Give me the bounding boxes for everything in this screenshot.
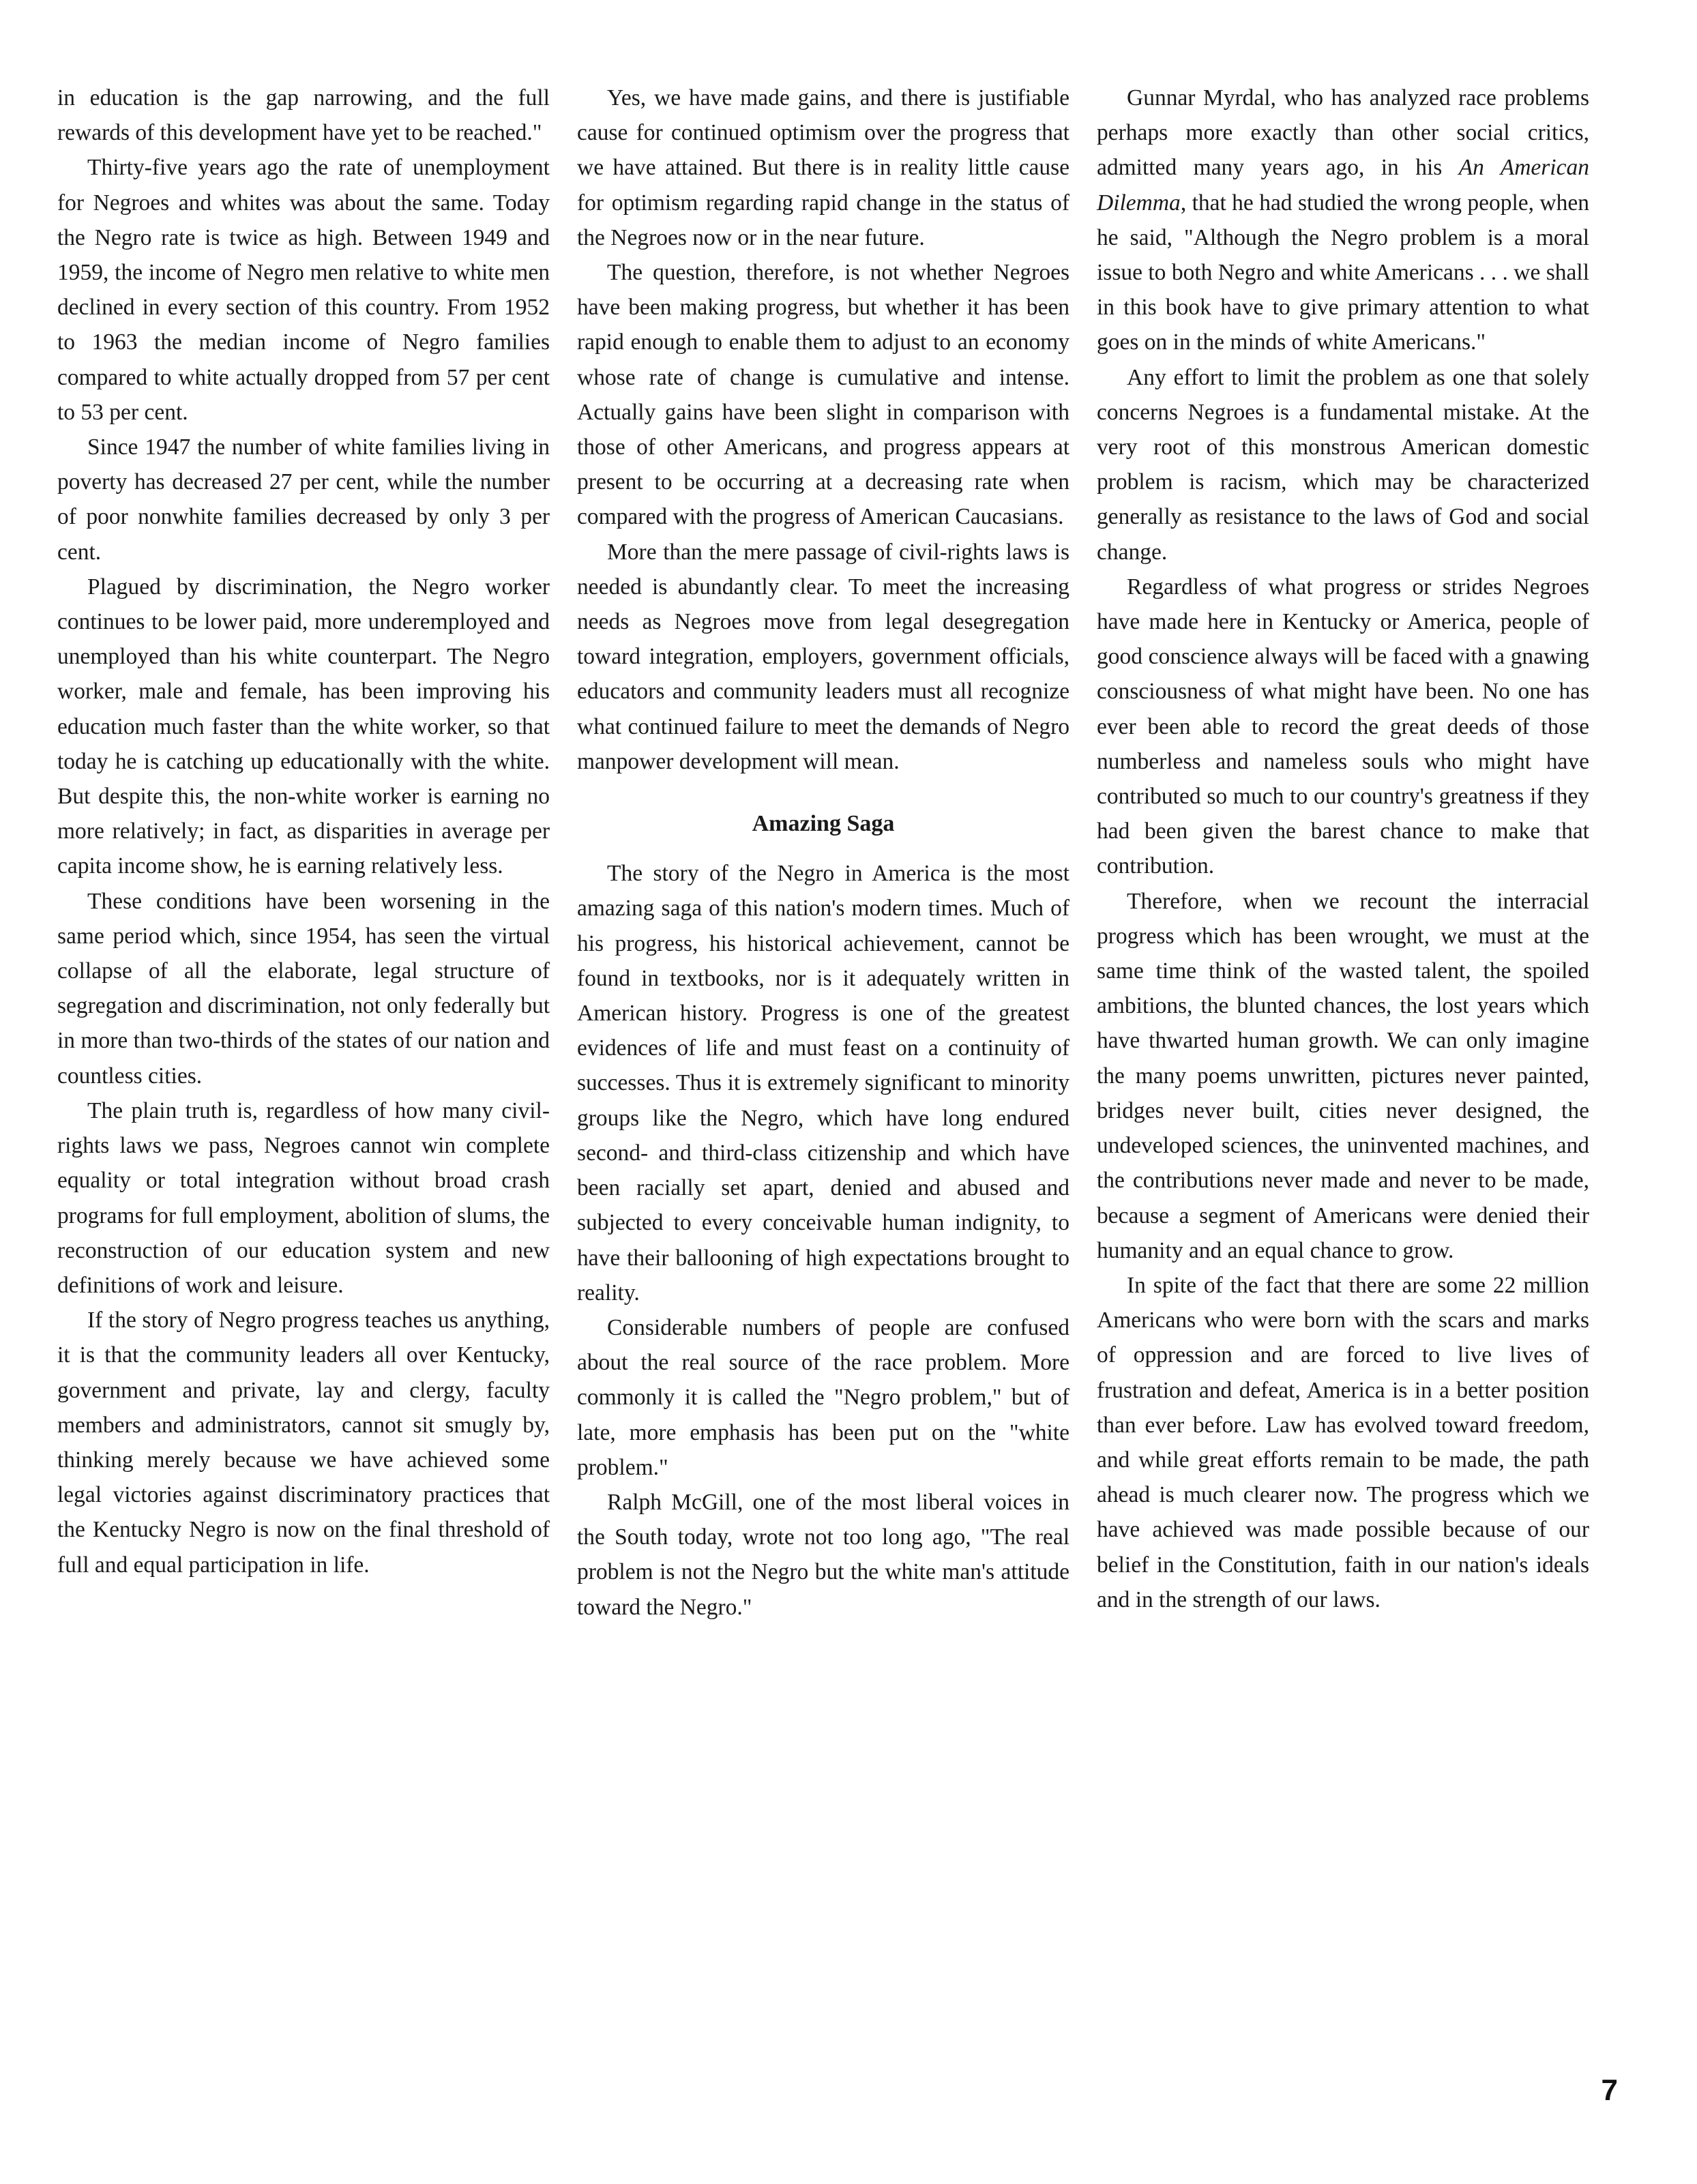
text-column-1 (57, 80, 550, 1582)
paragraph: Therefore, when we recount the interracial progress which has been wrought, we must at the same time think of the wasted talent, the spoiled ambitions, the blunted chances, the lost years which have thwarted human growth. We can only imagine the many poems unwritten, pictures never painted, bridges never built, cities never designed, the undeveloped sciences, the uninvented machines, and the contributions never made and never to be made, because a segment of Americans were denied their humanity and an equal chance to grow. (1097, 888, 1589, 1263)
paragraph: The plain truth is, regardless of how many civil-rights laws we pass, Negroes cannot win complete equality or total integration without broad crash programs for full employment, abolition of slums, the reconstruction of our education system and new definitions of work and leisure. (57, 1097, 550, 1298)
page-number: 7 (1601, 2074, 1618, 2107)
paragraph: These conditions have been worsening in the same period which, since 1954, has seen the virtual collapse of all the elaborate, legal structure of segregation and discrimination, not only federally but in more than two-thirds of the states of our nation and countless cities. (57, 888, 550, 1089)
paragraph: If the story of Negro progress teaches us anything, it is that the community leaders all over Kentucky, government and private, lay and clergy, faculty members and administrators, cannot sit smugly by, thinking merely because we have achieved some legal victories against discriminatory practices that the Kentucky Negro is now on the final threshold of full and equal participation in life. (57, 1308, 550, 1578)
text-column-3 (1097, 80, 1589, 1617)
book-title: An American Dilemma (1097, 155, 1589, 216)
text-column-2 (577, 80, 1069, 1625)
paragraph: More than the mere passage of civil-rights laws is needed is abundantly clear. To meet the increasing needs as Negroes move from legal desegregation toward integration, employers, government officials, educators and community leaders must all recognize what continued failure to meet the demands of Negro manpower development will mean. (577, 539, 1069, 774)
text-run: , that he had studied the wrong people, when he said, "Although the Negro problem is a moral issue to both Negro and white Americans . . . we shall in this book have to give primary attention to what goes on in the minds of white Americans." (1097, 190, 1589, 355)
paragraph: Thirty-five years ago the rate of unemployment for Negroes and whites was about the same. Today the Negro rate is twice as high. Between 1949 and 1959, the income of Negro men relative to white men declined in every section of this country. From 1952 to 1963 the median income of Negro families compared to white actually dropped from 57 per cent to 53 per cent. (57, 155, 550, 425)
paragraph: Ralph McGill, one of the most liberal voices in the South today, wrote not too long ago, "The real problem is not the Negro but the white man's attitude toward the Negro." (577, 1489, 1069, 1620)
paragraph: Plagued by discrimination, the Negro worker continues to be lower paid, more underemployed and unemployed than his white counterpart. The Negro worker, male and female, has been improving his education much faster than the white worker, so that today he is catching up educationally with the white. But despite this, the non-white worker is earning no more relatively; in fact, as disparities in average per capita income show, he is earning relatively less. (57, 574, 550, 879)
paragraph: Considerable numbers of people are confused about the real source of the race problem. More commonly it is called the "Negro problem," but of late, more emphasis has been put on the "white problem." (577, 1314, 1069, 1480)
text-run: Gunnar Myrdal, who has analyzed race problems perhaps more exactly than other social critics, admitted many years ago, in his (1097, 85, 1589, 181)
paragraph: in education is the gap narrowing, and the full rewards of this development have yet to be reached." (57, 85, 550, 146)
paragraph: Regardless of what progress or strides Negroes have made here in Kentucky or America, people of good conscience always will be faced with a gnawing consciousness of what might have been. No one has ever been able to record the great deeds of those numberless and nameless souls who might have contributed so much to our country's greatness if they had been given the barest chance to make that contribution. (1097, 574, 1589, 879)
section-subheading: Amazing Saga (752, 811, 895, 837)
paragraph-myrdal (1097, 80, 1589, 360)
paragraph: Since 1947 the number of white families living in poverty has decreased 27 per cent, while the number of poor nonwhite families decreased by only 3 per cent. (57, 434, 550, 565)
paragraph: The story of the Negro in America is the most amazing saga of this nation's modern times. Much of his progress, his historical achievement, cannot be found in textbooks, nor is it adequately written in American history. Progress is one of the greatest evidences of life and must feast on a continuity of successes. Thus it is extremely significant to minority groups like the Negro, which have long endured second- and third-class citizenship and which have been racially set apart, denied and abused and subjected to every conceivable human indignity, to have their ballooning of high expectations brought to reality. (577, 861, 1069, 1305)
paragraph: Any effort to limit the problem as one that solely concerns Negroes is a fundamental mistake. At the very root of this monstrous American domestic problem is racism, which may be characterized generally as resistance to the laws of God and social change. (1097, 364, 1589, 565)
paragraph: The question, therefore, is not whether Negroes have been making progress, but whether it has been rapid enough to enable them to adjust to an economy whose rate of change is cumulative and intense. Actually gains have been slight in comparison with those of other Americans, and progress appears at present to be occurring at a decreasing rate when compared with the progress of American Caucasians. (577, 260, 1069, 530)
paragraph: In spite of the fact that there are some 22 million Americans who were born with the scars and marks of oppression and are forced to live lives of frustration and defeat, America is in a better position than ever before. Law has evolved toward freedom, and while great efforts remain to be made, the path ahead is much clearer now. The progress which we have achieved was made possible because of our belief in the Constitution, faith in our nation's ideals and in the strength of our laws. (1097, 1272, 1589, 1612)
paragraph: Yes, we have made gains, and there is justifiable cause for continued optimism over the progress that we have attained. But there is in reality little cause for optimism regarding rapid change in the status of the Negroes now or in the near future. (577, 85, 1069, 250)
